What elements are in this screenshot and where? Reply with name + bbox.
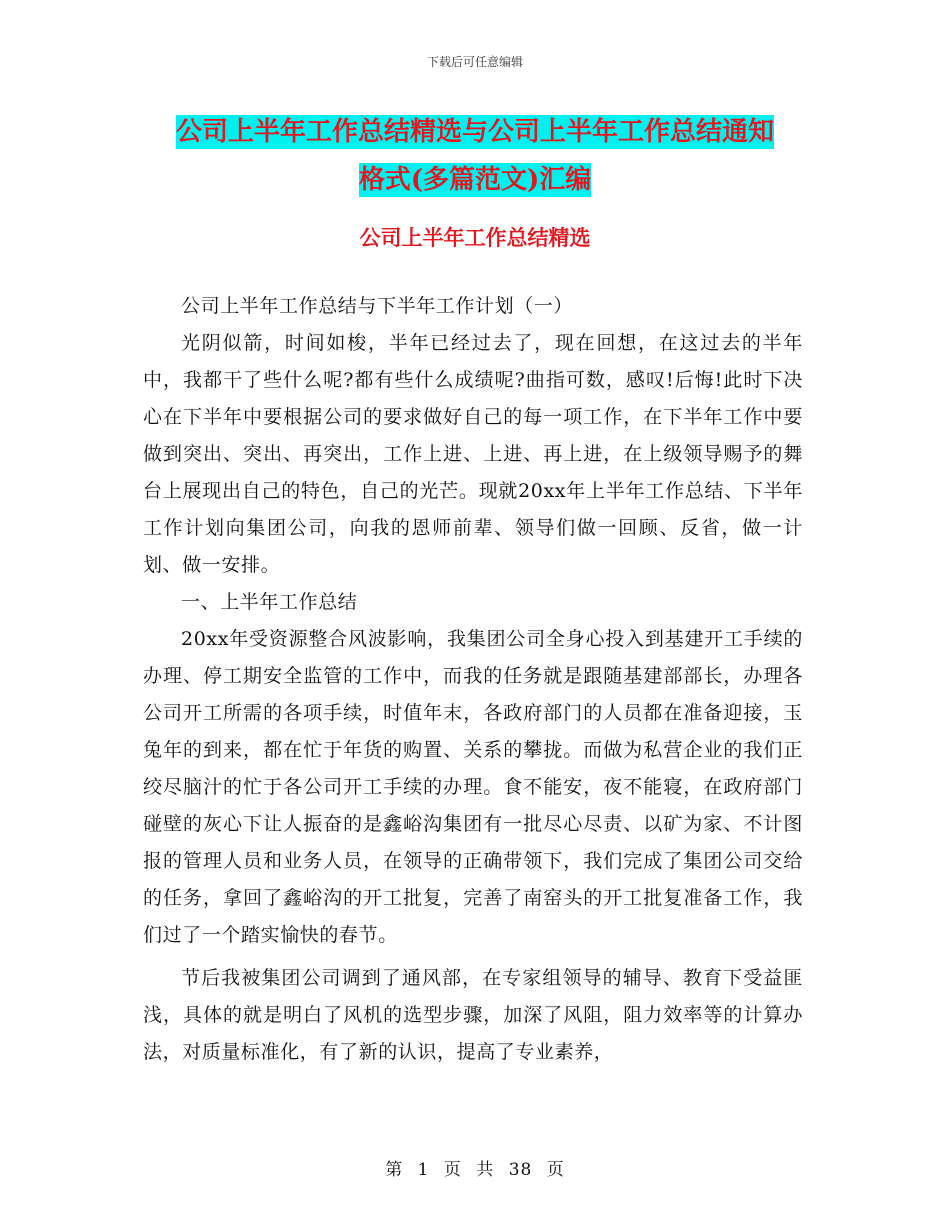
page-footer xyxy=(0,1155,950,1180)
paragraph-intro: 光阴似箭，时间如梭，半年已经过去了，现在回想，在这过去的半年中，我都干了些什么呢?都有些什么成绩呢?曲指可数，感叹!后悔!此时下决心在下半年中要根据公司的要求做好自己的每一项工作，在下半年工作中要做到突出、突出、再突出，工作上进、上进、再上进，在上级领导赐予的舞台上展现出自己的特色，自己的光芒。现就20xx年上半年工作总结、下半年工作计划向集团公司，向我的恩师前辈、领导们做一回顾、反省，做一计划、做一安排。 xyxy=(143,332,803,576)
footer-page-number: 1 xyxy=(417,1160,430,1180)
footer-prefix: 第 xyxy=(385,1160,404,1180)
document-body xyxy=(143,288,803,1071)
footer-suffix: 页 xyxy=(546,1160,565,1180)
paragraph-heading-summary: 一、上半年工作总结 xyxy=(181,591,358,613)
header-note: 下载后可任意编辑 xyxy=(426,55,523,69)
title-line-2: 格式(多篇范文)汇编 xyxy=(358,165,592,195)
paragraph-body-1: 20xx年受资源整合风波影响，我集团公司全身心投入到基建开工手续的办理、停工期安全监管的工作中，而我的任务就是跟随基建部部长，办理各公司开工所需的各项手续，时值年末，各政府部门的人员都在准备迎接，玉兔年的到来，都在忙于年货的购置、关系的攀拢。而做为私营企业的我们正绞尽脑汁的忙于各公司开工手续的办理。食不能安，夜不能寝，在政府部门碰壁的灰心下让人振奋的是鑫峪沟集团有一批尽心尽责、以矿为家、不计图报的管理人员和业务人员，在领导的正确带领下，我们完成了集团公司交给的任务，拿回了鑫峪沟的开工批复，完善了南窑头的开工批复准备工作，我们过了一个踏实愉快的春节。 xyxy=(143,628,803,946)
paragraph-subtitle: 公司上半年工作总结与下半年工作计划（一） xyxy=(181,295,574,317)
footer-mid: 页 xyxy=(443,1160,462,1180)
document-title xyxy=(0,108,950,204)
paragraph-body-2: 节后我被集团公司调到了通风部，在专家组领导的辅导、教育下受益匪浅，具体的就是明白了风机的选型步骤，加深了风阻，阻力效率等的计算办法，对质量标准化，有了新的认识，提高了专业素养， xyxy=(143,967,803,1063)
section-title: 公司上半年工作总结精选 xyxy=(359,225,591,250)
title-line-1: 公司上半年工作总结精选与公司上半年工作总结通知 xyxy=(175,117,774,147)
footer-total-pages: 38 xyxy=(508,1160,533,1180)
footer-total-prefix: 共 xyxy=(476,1160,495,1180)
